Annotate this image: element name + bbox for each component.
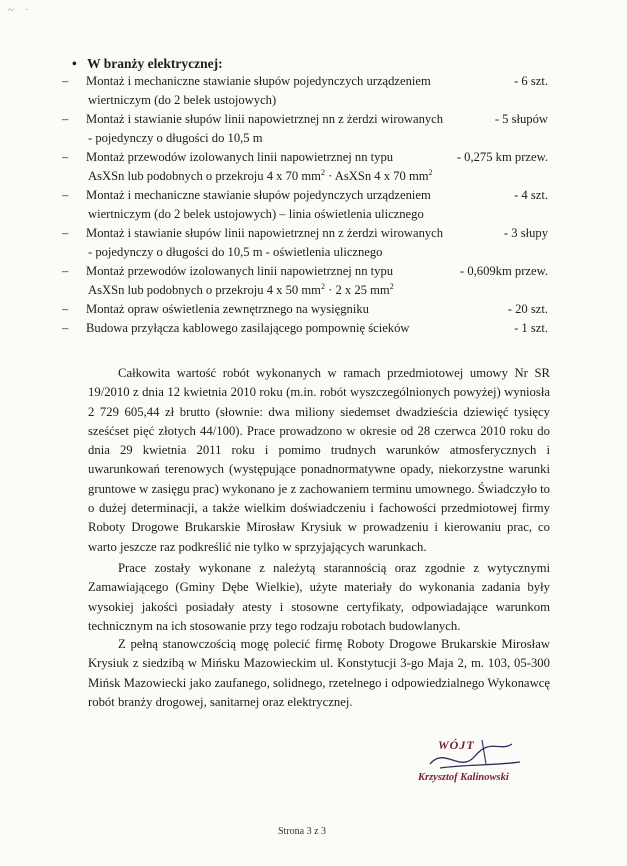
list-item [62,319,562,338]
item-description-cont: - pojedynczy o długości do 10,5 m - oświetlenia ulicznego [88,245,383,259]
stamp-title: WÓJT [438,738,475,752]
dash-marker: – [62,226,69,240]
item-description-cont: - pojedynczy o długości do 10,5 m [88,131,263,145]
item-description: Montaż i stawianie słupów linii napowietrznej nn z żerdzi wirowanych [86,112,444,126]
item-quantity: - 3 słupy [503,226,548,240]
item-quantity: - 0,609km przew. [459,264,548,278]
item-quantity: - 6 szt. [514,74,548,88]
corner-mark: ~ · [8,4,33,16]
paragraph-text: Całkowita wartość robót wykonanych w ramach przedmiotowej umowy Nr SR 19/2010 z dnia 12 kwietnia 2010 roku (m.in. robót wyszczególnionych powyżej) wyniosła 2 729 605,44 zł brutto (słownie: dwa miliony siedemset dwadzieścia dziewięć tysięcy sześćset pięć złotych 44/100). Prace prowadzono w okresie od 28 czerwca 2010 roku do dnia 29 kwietnia 2011 roku i pomimo trudnych warunków atmosferycznych i uwarunkowań terenowych (występujące ponadnormatywne opady, niekorzystne warunki gruntowe w zasięgu prac) wykonano je z zachowaniem terminu umownego. Świadczyło to o dużej determinacji, a także wielkim doświadczeniu i fachowości przedmiotowej firmy Roboty Drogowe Brukarskie Mirosław Krysiuk w prowadzeniu i kierowaniu prac, co warto jeszcze raz podkreślić nie tylko w sprzyjających warunkach. [88,366,550,554]
item-description-cont [62,281,562,300]
item-quantity: - 20 szt. [507,302,548,316]
superscript: 2 [320,281,325,291]
item-description: Montaż i mechaniczne stawianie słupów pojedynczych urządzeniem [86,74,431,88]
superscript: 2 [389,281,394,291]
item-quantity: - 1 szt. [514,321,548,335]
works-list [62,72,562,338]
item-quantity: - 4 szt. [514,188,548,202]
section-heading [72,56,223,72]
item-description-cont: wiertniczym (do 2 belek ustojowych) – linia oświetlenia ulicznego [88,207,424,221]
list-item [62,148,562,186]
paragraph-text: Prace zostały wykonane z należytą starannością oraz zgodnie z wytycznymi Zamawiającego (Gminy Dębe Wielkie), użyte materiały do wykonania zadania były wysokiej jakości posiadały atesty i stosowne certyfikaty, odpowiadające warunkom technicznym na ich stosowanie przy tego rodzaju robotach budowlanych. [88,561,550,633]
paragraph-recommendation [88,635,550,712]
cross-section-a: AsXSn lub podobnych o przekroju 4 x 70 mm [88,169,321,183]
bullet-icon: • [72,56,77,71]
list-item [62,224,562,262]
paragraph-text: Z pełną stanowczością mogę polecić firmę Roboty Drogowe Brukarskie Mirosław Krysiuk z siedzibą w Mińsku Mazowieckim ul. Konstytucji 3-go Maja 2, m. 103, 05-300 Mińsk Mazowiecki jako zaufanego, solidnego, rzetelnego i odpowiedzialnego Wykonawcę robót branży drogowej, sanitarnej oraz elektrycznej. [88,637,550,709]
list-item [62,72,562,110]
list-item [62,300,562,319]
dash-marker: – [62,112,69,126]
page-number: Strona 3 z 3 [278,826,327,837]
dash-marker: – [62,264,69,278]
section-heading-text: W branży elektrycznej: [87,56,223,71]
item-description: Montaż i stawianie słupów linii napowietrznej nn z żerdzi wirowanych [86,226,444,240]
list-item [62,110,562,148]
item-description: Montaż i mechaniczne stawianie słupów pojedynczych urządzeniem [86,188,431,202]
dash-marker: – [62,74,69,88]
list-item [62,262,562,300]
item-description-cont: wiertniczym (do 2 belek ustojowych) [88,93,277,107]
cross-section-b: · 2 x 25 mm [328,283,390,297]
paragraph-quality [88,559,550,636]
item-description: Montaż opraw oświetlenia zewnętrznego na wysięgniku [86,302,369,316]
signature-stamp [400,734,540,792]
dash-marker: – [62,188,69,202]
dash-marker: – [62,302,69,316]
list-item [62,186,562,224]
item-description: Montaż przewodów izolowanych linii napowietrznej nn typu [86,150,394,164]
item-quantity: - 0,275 km przew. [456,150,548,164]
dash-marker: – [62,321,69,335]
superscript: 2 [428,167,433,177]
item-description: Budowa przyłącza kablowego zasilającego pompownię ścieków [86,321,410,335]
cross-section-a: AsXSn lub podobnych o przekroju 4 x 50 mm [88,283,321,297]
item-quantity: - 5 słupów [494,112,548,126]
dash-marker: – [62,150,69,164]
cross-section-b: · AsXSn 4 x 70 mm [328,169,429,183]
paragraph-summary [88,364,550,557]
stamp-name: Krzysztof Kalinowski [418,772,509,783]
superscript: 2 [320,167,325,177]
item-description: Montaż przewodów izolowanych linii napowietrznej nn typu [86,264,394,278]
item-description-cont [62,167,562,186]
